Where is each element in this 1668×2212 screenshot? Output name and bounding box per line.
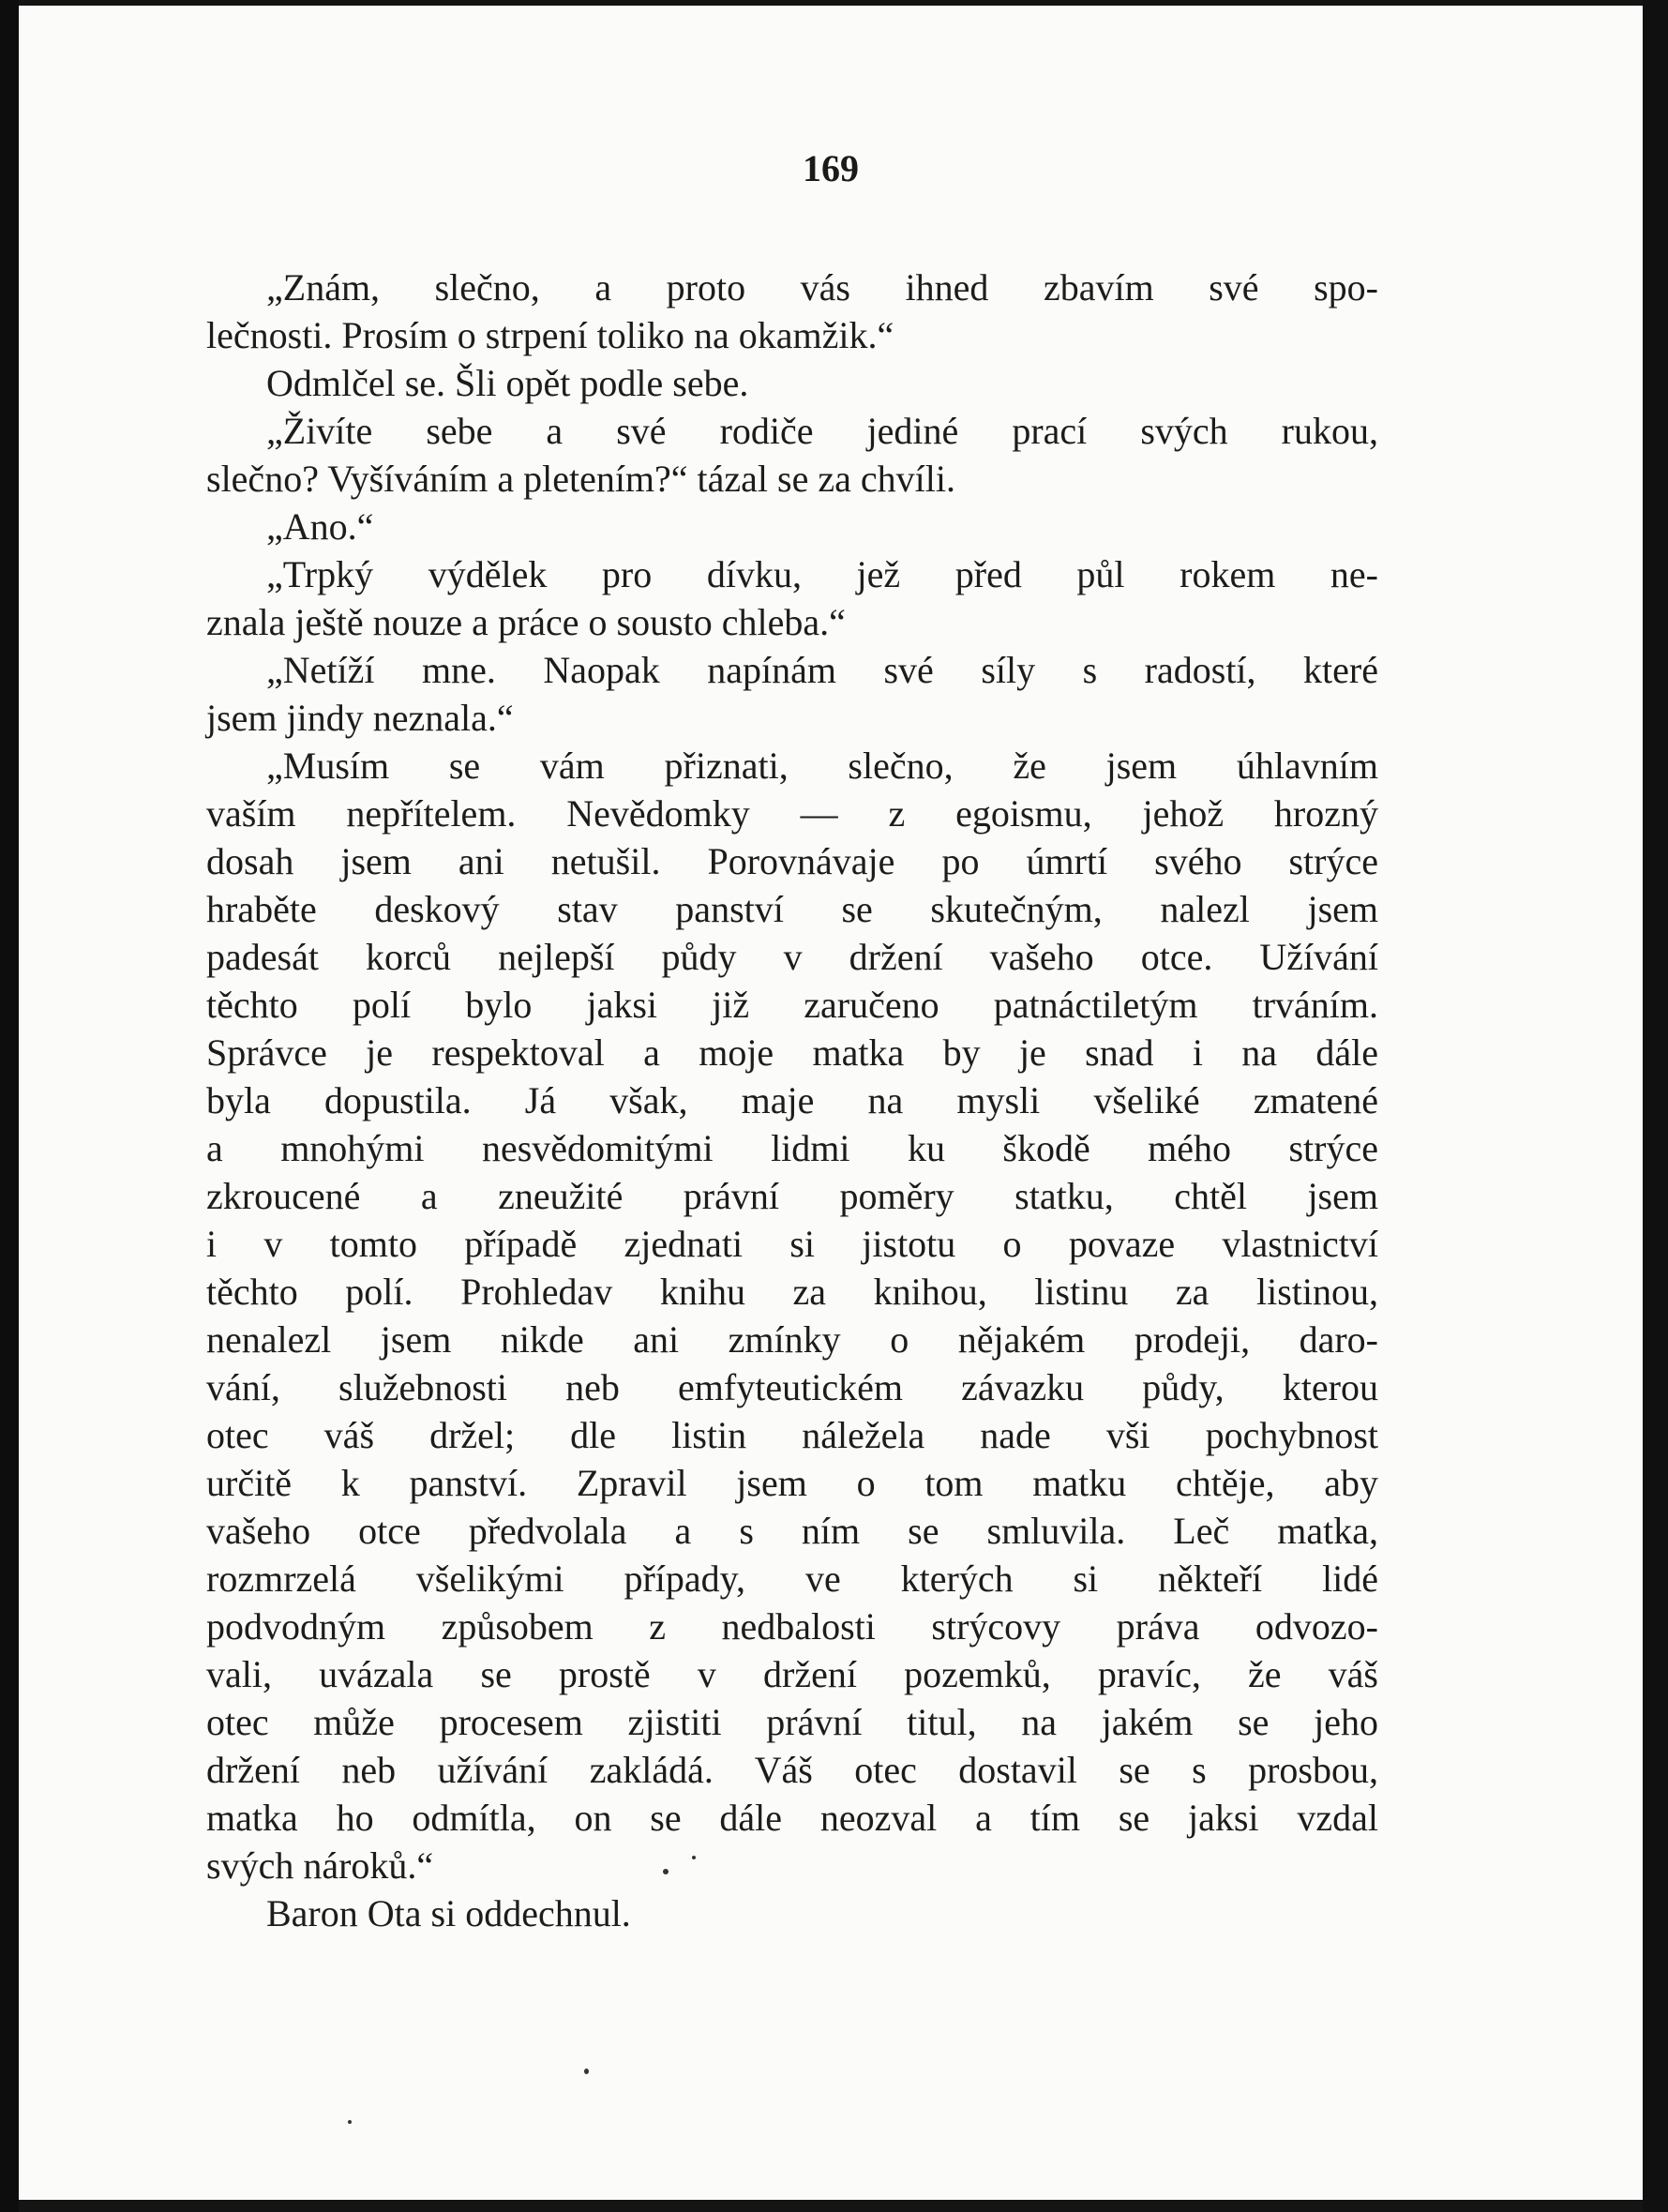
speck bbox=[663, 1869, 669, 1874]
speck bbox=[692, 1856, 696, 1859]
text-line: svých nároků.“ bbox=[206, 1844, 434, 1887]
text-line: těchto polí bylo jaksi již zaručeno patnáctiletým trváním. bbox=[206, 984, 1378, 1026]
scan-right-edge bbox=[1643, 0, 1668, 2212]
text-line: podvodným způsobem z nedbalosti strýcovy práva odvozo- bbox=[206, 1605, 1378, 1648]
text-line: i v tomto případě zjednati si jistotu o povaze vlastnictví bbox=[206, 1223, 1378, 1265]
text-line: zkroucené a zneužité právní poměry statku, chtěl jsem bbox=[206, 1175, 1378, 1217]
text-line: Odmlčel se. Šli opět podle sebe. bbox=[266, 362, 749, 404]
text-line: „Živíte sebe a své rodiče jediné prací svých rukou, bbox=[266, 410, 1378, 452]
text-line: „Netíží mne. Naopak napínám své síly s radostí, které bbox=[266, 649, 1378, 691]
scan-left-edge bbox=[0, 0, 19, 2212]
text-line: lečnosti. Prosím o strpení toliko na okamžik.“ bbox=[206, 314, 894, 356]
text-line: vali, uvázala se prostě v držení pozemků, pravíc, že váš bbox=[206, 1653, 1378, 1695]
body-text bbox=[206, 263, 1378, 1937]
text-line: otec váš držel; dle listin náležela nade vši pochybnost bbox=[206, 1414, 1378, 1456]
book-page bbox=[19, 6, 1643, 2200]
text-line: určitě k panství. Zpravil jsem o tom matku chtěje, aby bbox=[206, 1462, 1378, 1504]
text-line: „Ano.“ bbox=[266, 505, 374, 548]
text-line: znala ještě nouze a práce o sousto chleba.“ bbox=[206, 601, 846, 643]
text-line: hraběte deskový stav panství se skutečným, nalezl jsem bbox=[206, 888, 1378, 930]
text-line: vání, služebnosti neb emfyteutickém závazku půdy, kterou bbox=[206, 1366, 1378, 1408]
speck bbox=[584, 2069, 589, 2074]
text-line: vaším nepřítelem. Nevědomky — z egoismu, jehož hrozný bbox=[206, 792, 1378, 835]
text-line: slečno? Vyšíváním a pletením?“ tázal se za chvíli. bbox=[206, 458, 955, 500]
text-line: Správce je respektoval a moje matka by je snad i na dále bbox=[206, 1031, 1378, 1074]
text-line: otec může procesem zjistiti právní titul, na jakém se jeho bbox=[206, 1701, 1378, 1743]
text-line: padesát korců nejlepší půdy v držení vašeho otce. Užívání bbox=[206, 936, 1378, 978]
text-line: a mnohými nesvědomitými lidmi ku škodě mého strýce bbox=[206, 1127, 1378, 1169]
text-line: byla dopustila. Já však, maje na mysli všeliké zmatené bbox=[206, 1079, 1378, 1121]
text-line: rozmrzelá všelikými případy, ve kterých si někteří lidé bbox=[206, 1557, 1378, 1600]
text-line: držení neb užívání zakládá. Váš otec dostavil se s prosbou, bbox=[206, 1749, 1378, 1791]
text-line: Baron Ota si oddechnul. bbox=[266, 1892, 631, 1934]
speck bbox=[348, 2120, 352, 2124]
text-line: „Trpký výdělek pro dívku, jež před půl rokem ne- bbox=[266, 553, 1378, 595]
text-line: těchto polí. Prohledav knihu za knihou, listinu za listinou, bbox=[206, 1271, 1378, 1313]
text-line: jsem jindy neznala.“ bbox=[206, 697, 514, 739]
text-line: nenalezl jsem nikde ani zmínky o nějakém prodeji, daro- bbox=[206, 1318, 1378, 1361]
text-line: „Znám, slečno, a proto vás ihned zbavím své spo- bbox=[266, 266, 1378, 308]
text-line: vašeho otce předvolala a s ním se smluvila. Leč matka, bbox=[206, 1510, 1378, 1552]
text-line: „Musím se vám přiznati, slečno, že jsem úhlavním bbox=[266, 745, 1378, 787]
text-line: matka ho odmítla, on se dále neozval a tím se jaksi vzdal bbox=[206, 1797, 1378, 1839]
page-number: 169 bbox=[803, 147, 859, 189]
text-line: dosah jsem ani netušil. Porovnávaje po úmrtí svého strýce bbox=[206, 840, 1378, 882]
